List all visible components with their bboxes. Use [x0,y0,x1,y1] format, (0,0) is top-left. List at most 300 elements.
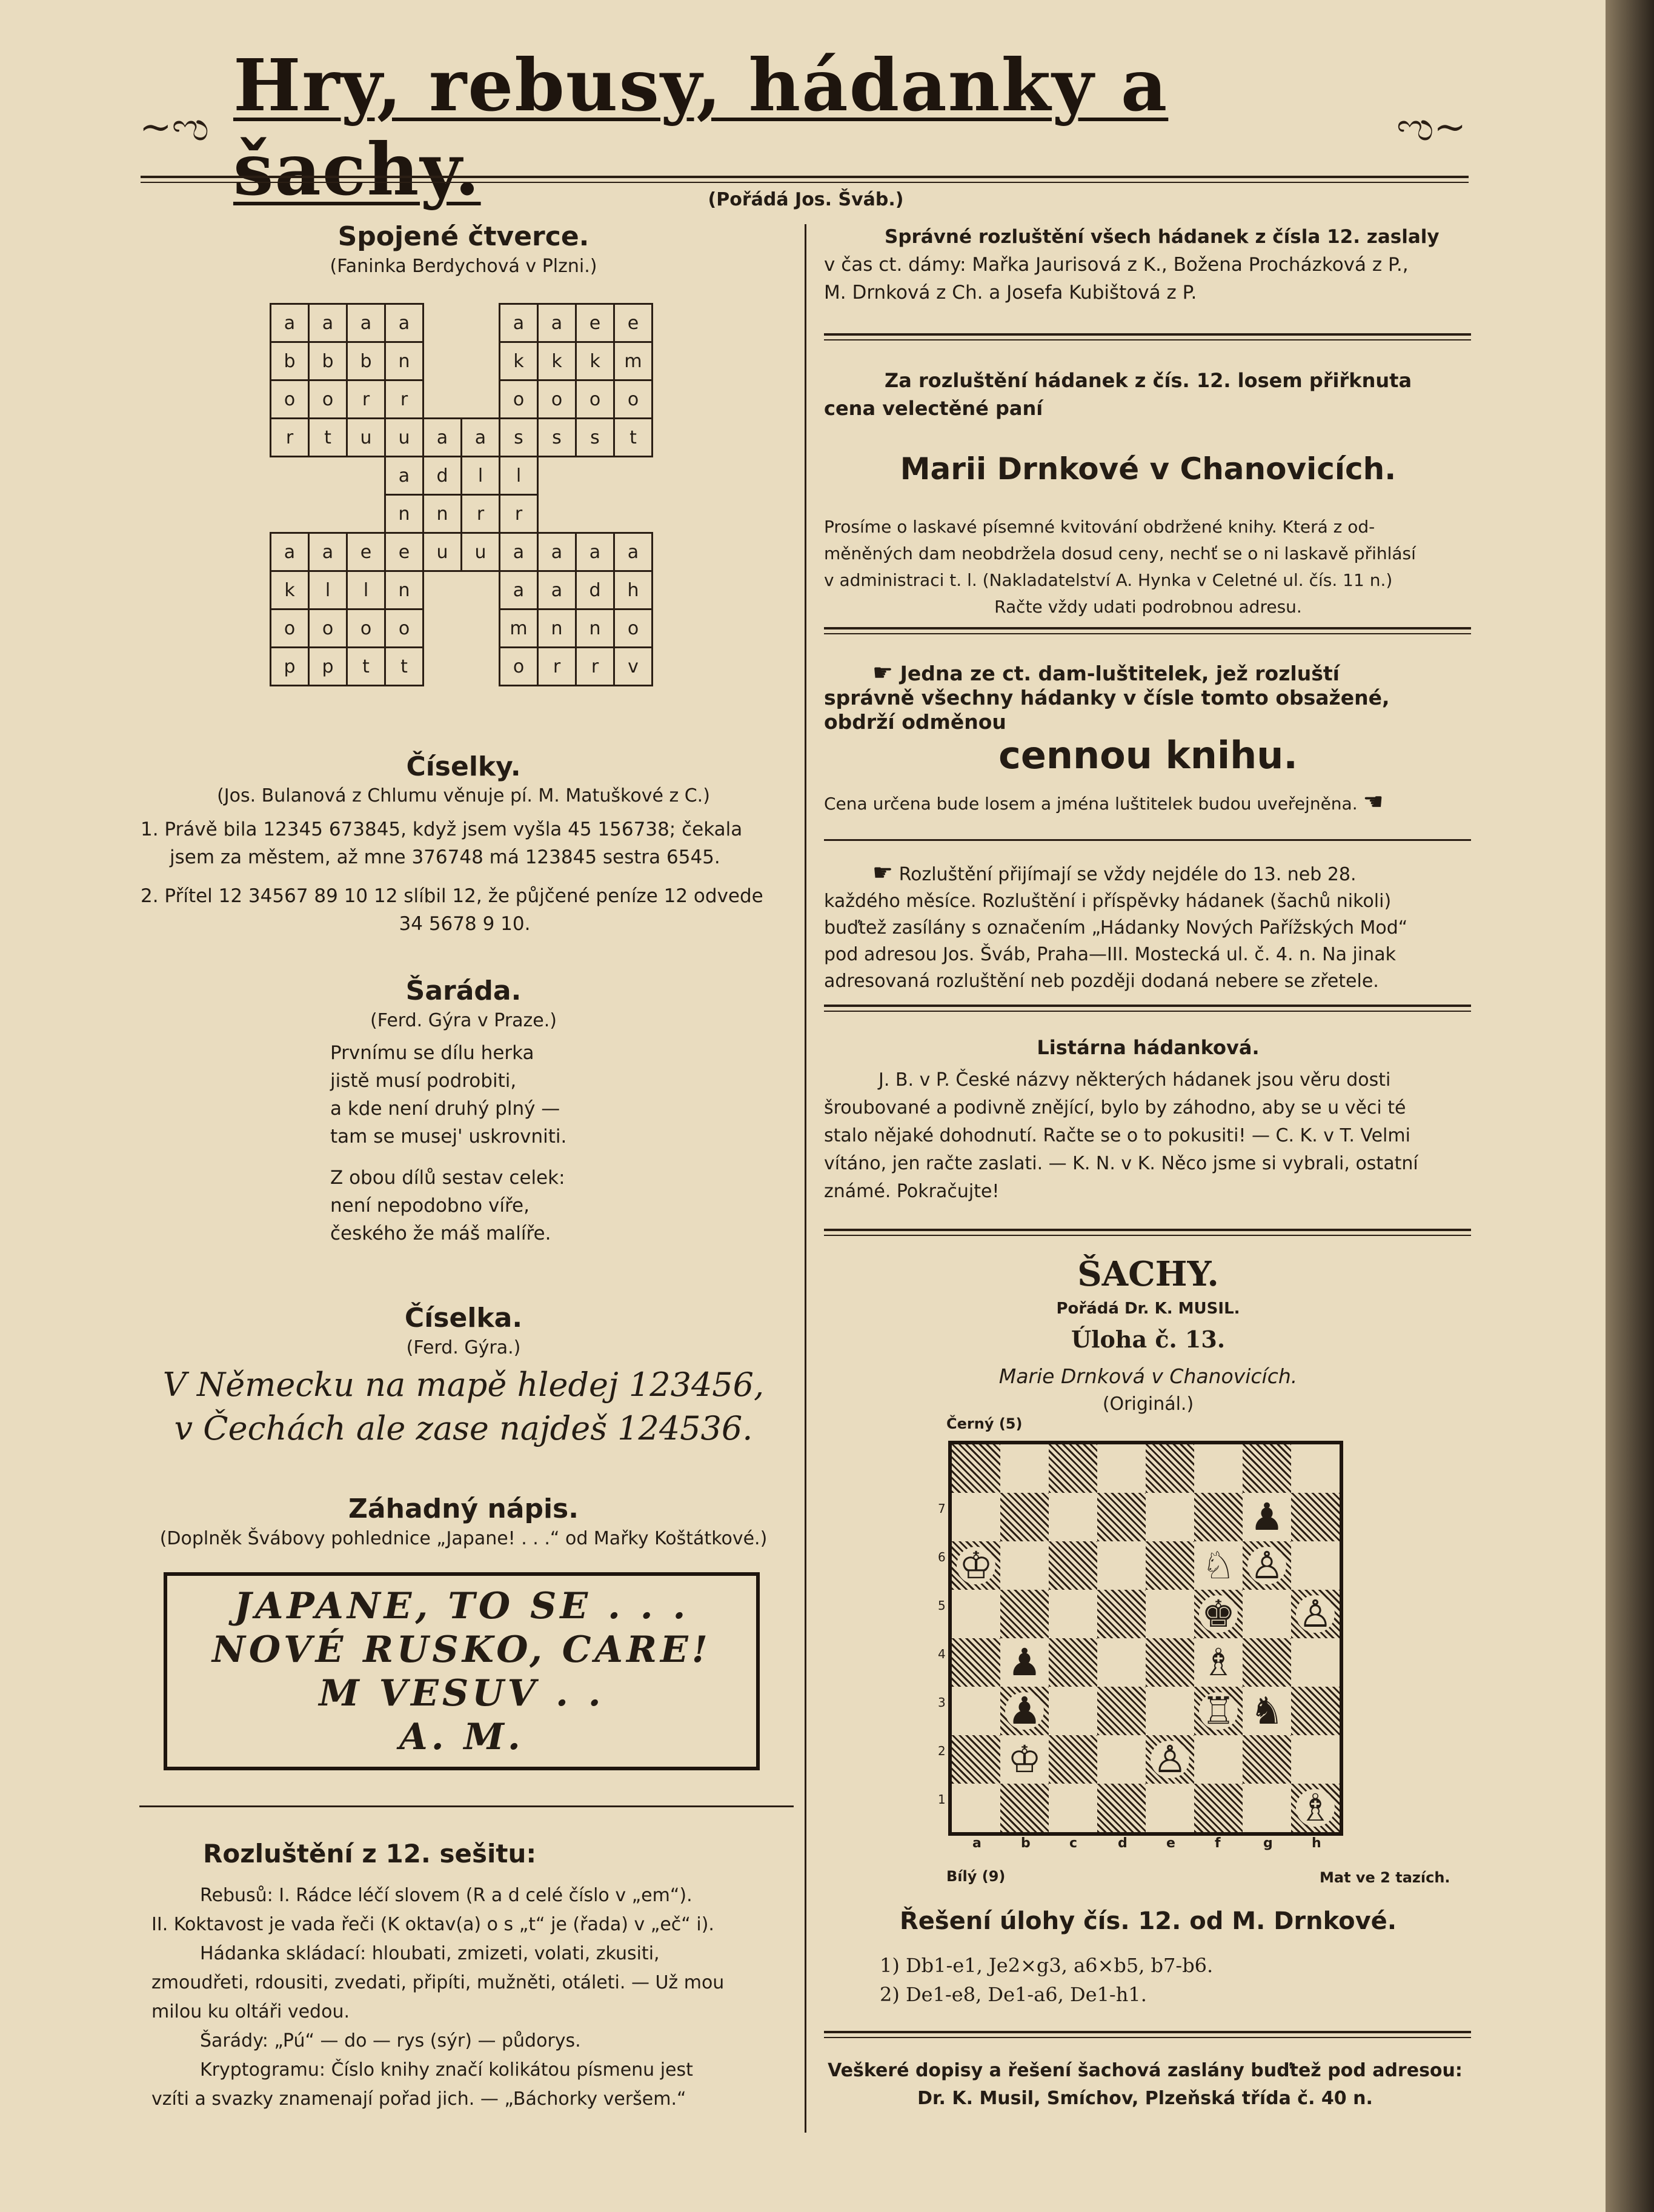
chess-square [1243,1784,1291,1832]
chess-square [1000,1493,1049,1541]
rozlusteni-line: milou ku oltáři vedou. [151,2001,350,2022]
chess-square [1000,1590,1049,1638]
ornament-right-icon: ಌ~ [1397,105,1466,150]
footer-line: Dr. K. Musil, Smíchov, Plzeňská třída č. 40 n. [917,2088,1373,2109]
spravne-line: v čas ct. dámy: Mařka Jaurisová z K., Božena Procházková z P., [824,254,1409,276]
chess-square [1243,1590,1291,1638]
grid-cell: n [385,571,423,609]
ornament-left-icon: ~ಌ [139,105,209,150]
reseni-title: Řešení úlohy čís. 12. od M. Drnkové. [899,1907,1397,1935]
grid-cell [462,609,500,648]
grid-cell: o [309,609,347,648]
grid-cell: u [423,533,462,571]
chess-square [1291,1784,1340,1832]
chess-square [1194,1638,1243,1687]
sachy-title: ŠACHY. [1077,1254,1219,1294]
grid-cell: m [614,342,653,380]
chess-square [1049,1735,1097,1784]
rozlusteni-line: zmoudřeti, rdousiti, zvedati, připíti, mužněti, otáleti. — Už mou [151,1972,725,1993]
rank-label: 6 [938,1550,946,1564]
right-rule [824,1229,1471,1236]
grid-cell [462,380,500,419]
chess-piece-icon: ♟ [1005,1644,1044,1681]
reseni-line: 1) Db1-e1, Je2×g3, a6×b5, b7-b6. [880,1954,1214,1977]
reseni-text [880,1951,1213,2009]
chess-square [1049,1687,1097,1735]
listarna-line: známé. Pokračujte! [824,1181,1000,1202]
grid-cell: n [385,342,423,380]
ciselky-line: 2. Přítel 12 34567 89 10 12 slíbil 12, že půjčené peníze 12 odvede [141,885,763,907]
verse-line: Prvnímu se dílu herka [330,1042,534,1064]
chess-piece-icon: ♞ [1247,1692,1286,1730]
reseni-line: 2) De1-e8, De1-a6, De1-h1. [880,1983,1147,2006]
ciselky-line: 34 5678 9 10. [399,913,531,935]
chess-square [1243,1687,1291,1735]
grid-cell: o [500,648,538,686]
grid-cell: a [423,419,462,457]
verse-line: není nepodobno víře, [330,1195,530,1217]
chess-piece-icon: ♔ [1005,1741,1044,1778]
chess-piece-icon: ♙ [1247,1547,1286,1584]
mystery-inscription-box [164,1572,760,1770]
chess-square [1243,1735,1291,1784]
listarna-line: šroubované a podivně znějící, bylo by záhodno, aby se u věci té [824,1097,1406,1118]
chess-piece-icon: ♖ [1199,1692,1238,1730]
chess-square [1049,1590,1097,1638]
grid-cell: e [576,304,614,342]
grid-cell: o [576,380,614,419]
grid-cell: b [347,342,385,380]
chess-square [1194,1493,1243,1541]
chess-square [1049,1541,1097,1590]
grid-cell: a [462,419,500,457]
chess-square [1000,1687,1049,1735]
chess-square [1097,1735,1146,1784]
jedna-line: Jedna ze ct. dam-luštitelek, jež rozluští [900,662,1340,685]
grid-cell: s [538,419,576,457]
chess-square [1194,1590,1243,1638]
grid-cell [538,495,576,533]
info-line: adresovaná rozluštění neb později dodaná nebere se zřetele. [824,971,1379,992]
rozlusteni-text [151,1881,791,2114]
grid-cell: a [538,304,576,342]
grid-cell: a [271,533,309,571]
inscription-line: A. M. [399,1715,524,1758]
right-rule [824,839,1471,841]
grid-cell [462,304,500,342]
chess-piece-icon: ♙ [1296,1595,1335,1633]
grid-cell: b [309,342,347,380]
column-divider [805,224,806,2133]
grid-cell: b [271,342,309,380]
grid-cell: k [271,571,309,609]
ciselka-author: (Ferd. Gýra.) [406,1337,521,1358]
grid-cell: r [271,419,309,457]
grid-cell: t [614,419,653,457]
chess-square [1243,1638,1291,1687]
cena-p-line: měněných dam neobdržela dosud ceny, nechť se o ni laskavě přihlásí [824,543,1416,563]
grid-cell [423,648,462,686]
grid-cell: n [385,495,423,533]
grid-cell: o [614,380,653,419]
zahadny-title: Záhadný nápis. [348,1493,579,1524]
grid-cell: k [538,342,576,380]
ciselka-text [139,1363,788,1450]
right-rule [824,333,1471,340]
right-rule [824,1005,1471,1012]
chess-square [952,1735,1000,1784]
verse-line: a kde není druhý plný — [330,1098,560,1120]
grid-cell: a [500,571,538,609]
sachy-footer [812,2057,1478,2113]
cena-line: Za rozluštění hádanek z čís. 12. losem přiřknuta [885,369,1412,392]
grid-cell: o [385,609,423,648]
chess-square [1243,1444,1291,1493]
grid-cell: r [347,380,385,419]
grid-cell: m [500,609,538,648]
grid-cell: a [309,304,347,342]
grid-cell [423,609,462,648]
chess-square [952,1590,1000,1638]
grid-cell: a [500,533,538,571]
grid-cell: l [500,457,538,495]
grid-cell [347,495,385,533]
file-label: c [1069,1836,1078,1851]
info-line: každého měsíce. Rozluštění i příspěvky hádanek (šachů nikoli) [824,891,1392,912]
chess-square [1194,1687,1243,1735]
ciselka-title: Číselka. [404,1303,523,1334]
grid-cell: o [271,380,309,419]
grid-cell: o [309,380,347,419]
listarna-line: vítáno, jen račte zaslati. — K. N. v K. Něco jsme si vybrali, ostatní [824,1153,1418,1174]
grid-cell: a [500,304,538,342]
grid-cell: r [500,495,538,533]
rank-label: 1 [938,1792,946,1807]
listarna-title: Listárna hádanková. [1037,1036,1260,1059]
uloha-title: Úloha č. 13. [1071,1326,1226,1353]
chess-piece-icon: ♟ [1247,1498,1286,1536]
chess-square [1000,1541,1049,1590]
file-label: h [1312,1836,1321,1851]
chess-square [1291,1590,1340,1638]
cena-text [824,514,1472,620]
grid-cell: t [385,648,423,686]
rozlusteni-line: Šarády: „Pú“ — do — rys (sýr) — půdorys. [200,2030,581,2051]
cena-p-line: v administraci t. l. (Nakladatelství A. Hynka v Celetné ul. čís. 11 n.) [824,570,1393,590]
rozlusteni-line: vzíti a svazky znamenají pořad jich. — „Báchorky veršem.“ [151,2088,686,2110]
chess-square [1146,1638,1194,1687]
grid-cell [576,457,614,495]
chess-square [1146,1444,1194,1493]
chess-square [1291,1444,1340,1493]
rank-label: 3 [938,1695,946,1710]
grid-cell [347,457,385,495]
grid-cell: k [500,342,538,380]
chess-piece-icon: ♗ [1199,1644,1238,1681]
grid-cell [614,457,653,495]
chess-piece-icon: ♟ [1005,1692,1044,1730]
chess-square [1146,1590,1194,1638]
chess-square [1194,1735,1243,1784]
chess-square [1049,1493,1097,1541]
pointing-hand-icon: ☛ [872,659,894,686]
chess-square [1146,1784,1194,1832]
jedna-note [824,788,1472,818]
chess-piece-icon: ♗ [1296,1789,1335,1827]
chess-board [948,1441,1343,1836]
chess-piece-icon: ♔ [957,1547,995,1584]
chess-square [1146,1687,1194,1735]
prize-book: cennou knihu. [998,733,1298,777]
black-count: Černý (5) [946,1415,1023,1432]
file-label: e [1166,1836,1175,1851]
cena-line: cena velectěné paní [824,397,1043,420]
file-label: f [1215,1836,1221,1851]
rozlusteni-line: Rebusů: I. Rádce léčí slovem (R a d celé číslo v „em“). [200,1885,692,1906]
listarna-text [824,1066,1472,1206]
chess-square [1097,1444,1146,1493]
chess-square [1097,1638,1146,1687]
grid-cell: p [309,648,347,686]
chess-square [1291,1541,1340,1590]
chess-square [952,1444,1000,1493]
chess-square [1049,1444,1097,1493]
grid-cell: d [576,571,614,609]
grid-cell: s [500,419,538,457]
chess-square [952,1541,1000,1590]
jedna-line: obdrží odměnou [824,710,1006,734]
grid-cell: u [347,419,385,457]
chess-square [1000,1735,1049,1784]
grid-cell: d [423,457,462,495]
info-line: buďtež zasílány s označením „Hádanky Nových Pařížských Mod“ [824,917,1408,938]
chess-square [1097,1784,1146,1832]
rank-label: 2 [938,1744,946,1758]
chess-square [1000,1784,1049,1832]
grid-cell: e [614,304,653,342]
grid-cell: e [385,533,423,571]
grid-cell [462,342,500,380]
chess-square [1291,1687,1340,1735]
rank-label: 4 [938,1647,946,1661]
grid-cell: l [347,571,385,609]
grid-cell [462,648,500,686]
chess-square [1000,1444,1049,1493]
grid-cell: h [614,571,653,609]
inscription-line: JAPANE, TO SE . . . [234,1584,689,1627]
pointing-hand-icon: ☛ [872,859,894,886]
word-squares-grid [270,303,653,686]
grid-cell [271,495,309,533]
chess-square [1097,1687,1146,1735]
grid-cell: a [614,533,653,571]
grid-cell [576,495,614,533]
grid-cell: o [271,609,309,648]
inscription-line: M VESUV . . [319,1672,605,1715]
grid-cell [309,495,347,533]
pointing-hand-icon: ☚ [1363,788,1384,815]
grid-cell [538,457,576,495]
ciselky-line: jsem za městem, až mne 376748 má 123845 sestra 6545. [170,846,720,868]
verse-line: jistě musí podrobiti, [330,1070,517,1092]
listarna-line: J. B. v P. České názvy některých hádanek jsou věru dosti [878,1069,1391,1091]
grid-cell: t [309,419,347,457]
chess-square [1291,1638,1340,1687]
grid-cell: l [462,457,500,495]
left-rule [139,1805,794,1807]
ciselky-author: (Jos. Bulanová z Chlumu věnuje pí. M. Matuškové z C.) [217,785,710,806]
chess-square [952,1638,1000,1687]
grid-cell: a [538,533,576,571]
header-rule [141,176,1469,183]
grid-cell [423,304,462,342]
chess-piece-icon: ♙ [1151,1741,1189,1778]
grid-cell [614,495,653,533]
grid-cell: o [614,609,653,648]
mate-note: Mat ve 2 tazích. [1320,1869,1450,1886]
grid-cell: a [576,533,614,571]
grid-cell: a [347,304,385,342]
winner-name: Marii Drnkové v Chanovicích. [900,451,1397,487]
right-rule [824,2031,1471,2038]
grid-cell: n [576,609,614,648]
grid-cell: n [423,495,462,533]
white-count: Bílý (9) [946,1868,1006,1885]
jedna-text [824,660,1472,734]
footer-line: Veškeré dopisy a řešení šachová zaslány buďtež pod adresou: [828,2060,1463,2081]
rank-label: 5 [938,1598,946,1613]
uloha-author: Marie Drnková v Chanovicích. [998,1364,1298,1388]
chess-square [1146,1493,1194,1541]
chess-square [952,1493,1000,1541]
verse-line: tam se musej' uskrovniti. [330,1126,567,1148]
grid-cell: u [462,533,500,571]
info-text [824,859,1472,995]
cena-p-line: Prosíme o laskavé písemné kvitování obdržené knihy. Která z od- [824,517,1375,537]
jedna-line: správně všechny hádanky v čísle tomto obsažené, [824,686,1390,709]
grid-cell [423,380,462,419]
chess-square [1097,1590,1146,1638]
chess-piece-icon: ♘ [1199,1547,1238,1584]
grid-cell: o [347,609,385,648]
grid-cell: a [309,533,347,571]
rozlusteni-title: Rozluštění z 12. sešitu: [203,1839,537,1868]
rozlusteni-line: Hádanka skládací: hloubati, zmizeti, volati, zkusiti, [200,1943,660,1964]
sarada-author: (Ferd. Gýra v Praze.) [370,1010,557,1031]
spravne-line: M. Drnková z Ch. a Josefa Kubištová z P. [824,282,1197,304]
right-rule [824,627,1471,634]
listarna-line: stalo nějaké dohodnutí. Račte se o to pokusiti! — C. K. v T. Velmi [824,1125,1410,1146]
grid-cell: r [538,648,576,686]
grid-cell [423,571,462,609]
chess-square [1243,1541,1291,1590]
ciselky-text [141,815,789,938]
grid-cell: k [576,342,614,380]
zahadny-author: (Doplněk Švábovy pohlednice „Japane! . . .“ od Mařky Koštátkové.) [159,1528,768,1549]
rank-label: 7 [938,1501,946,1516]
grid-cell: s [576,419,614,457]
inscription-line: NOVÉ RUSKO, CARE! [211,1628,712,1671]
grid-cell: p [271,648,309,686]
file-label: b [1021,1836,1031,1851]
chess-square [1243,1493,1291,1541]
grid-cell: t [347,648,385,686]
grid-cell: n [538,609,576,648]
grid-cell: r [385,380,423,419]
sarada-title: Šaráda. [405,975,522,1006]
grid-cell [462,571,500,609]
file-label: a [972,1836,981,1851]
info-line: Rozluštění přijímají se vždy nejdéle do 13. neb 28. [898,864,1357,885]
grid-cell: u [385,419,423,457]
grid-cell: l [309,571,347,609]
grid-cell: o [500,380,538,419]
grid-cell: a [538,571,576,609]
chess-square [1194,1444,1243,1493]
grid-cell [309,457,347,495]
sarada-verse [330,1039,754,1247]
chess-square [1194,1784,1243,1832]
chess-piece-icon: ♚ [1199,1595,1238,1633]
file-label: g [1263,1836,1273,1851]
rozlusteni-line: II. Koktavost je vada řeči (K oktav(a) o s „t“ je (řada) v „eč“ i). [151,1914,714,1935]
grid-cell: e [347,533,385,571]
organizer: (Pořádá Jos. Šváb.) [708,189,904,210]
rozlusteni-line: Kryptogramu: Číslo knihy značí kolikátou písmenu jest [200,2059,693,2081]
chess-square [1146,1541,1194,1590]
chess-square [1097,1493,1146,1541]
grid-cell: r [462,495,500,533]
sachy-organizer: Pořádá Dr. K. MUSIL. [1056,1300,1240,1318]
chess-square [1194,1541,1243,1590]
grid-cell [423,342,462,380]
verse-line: českého že máš malíře. [330,1223,551,1244]
spojene-title: Spojené čtverce. [337,221,590,252]
cena-heading [824,367,1472,422]
cena-p-line: Račte vždy udati podrobnou adresu. [994,597,1302,617]
grid-cell: o [538,380,576,419]
chess-square [1000,1638,1049,1687]
uloha-original: (Originál.) [1102,1393,1194,1415]
chess-square [1049,1638,1097,1687]
verse-line: Z obou dílů sestav celek: [330,1167,565,1189]
page-title: Hry, rebusy, hádanky a šachy. [233,43,1169,211]
chess-square [952,1687,1000,1735]
jedna-line: Cena určena bude losem a jména luštitelek budou uveřejněna. [824,794,1358,814]
spravne-text [824,223,1472,307]
chess-square [1049,1784,1097,1832]
grid-cell [271,457,309,495]
ciselka-line: V Německu na mapě hledej 123456, [162,1366,765,1404]
grid-cell: r [576,648,614,686]
file-label: d [1118,1836,1128,1851]
chess-square [1146,1735,1194,1784]
grid-cell: a [385,457,423,495]
chess-square [1097,1541,1146,1590]
chess-square [1291,1735,1340,1784]
chess-square [952,1784,1000,1832]
ciselky-line: 1. Právě bila 12345 673845, když jsem vyšla 45 156738; čekala [141,819,743,840]
grid-cell: v [614,648,653,686]
grid-cell: a [385,304,423,342]
chess-square [1291,1493,1340,1541]
ciselka-line: v Čechách ale zase najdeš 124536. [174,1409,753,1447]
ciselky-title: Číselky. [406,751,521,782]
info-line: pod adresou Jos. Šváb, Praha—III. Mostecká ul. č. 4. n. Na jinak [824,944,1396,965]
spravne-line: Správné rozluštění všech hádanek z čísla 12. zaslaly [885,226,1440,248]
grid-cell: a [271,304,309,342]
spojene-author: (Faninka Berdychová v Plzni.) [330,256,597,277]
